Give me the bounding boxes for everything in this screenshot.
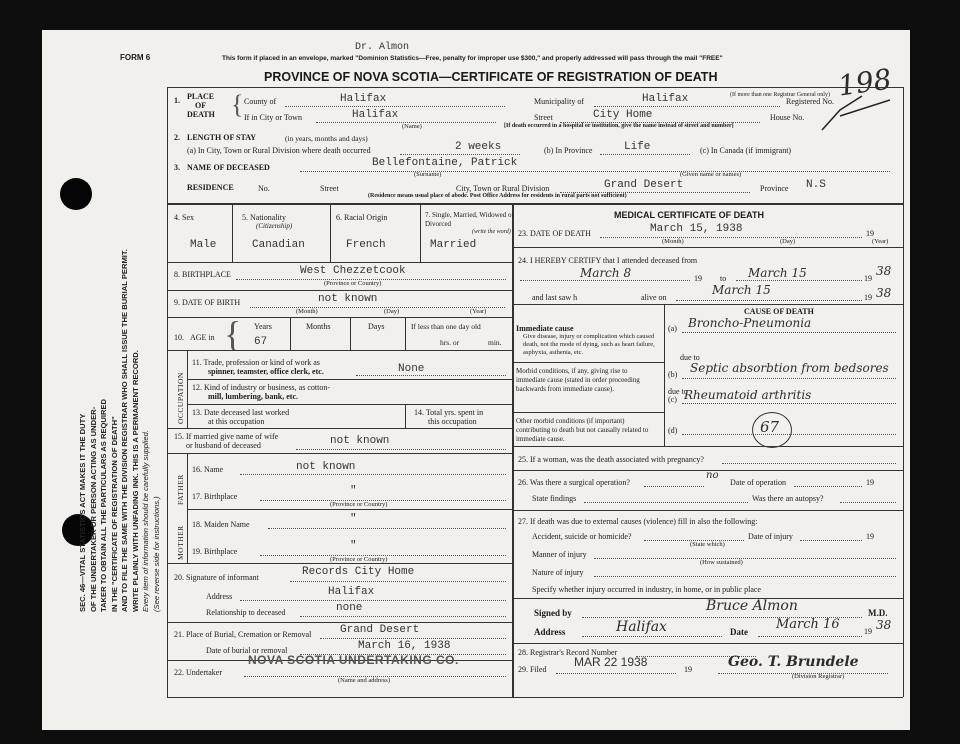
doctor-address-value: Halifax: [616, 619, 667, 635]
side-line: OF THE UNDERTAKER OR PERSON ACTING AS UNDER-: [88, 406, 98, 612]
municipality-line: [594, 106, 780, 107]
municipality-value: Halifax: [642, 93, 689, 105]
cause-b-value: Septic absorbtion from bedsores: [690, 361, 889, 375]
informant-line: [290, 581, 506, 582]
manner-of-injury-label: Manner of injury: [532, 550, 587, 559]
mother-maiden-label: 18. Maiden Name: [192, 520, 250, 529]
registered-number-label: Registered No.: [786, 97, 834, 106]
specify-injury-label: Specify whether injury occurred in industry, in home, or in public place: [532, 585, 761, 594]
house-number-label: House No.: [770, 113, 805, 122]
cause-c-value: Rheumatoid arthritis: [684, 388, 812, 402]
date-of-death-line: [600, 237, 862, 238]
street-label: Street: [534, 113, 553, 122]
stay-hint: (in years, months and days): [285, 134, 368, 143]
surname-caption: (Surname): [414, 171, 442, 178]
occupation-trade-example: spinner, teamster, office clerk, etc.: [208, 367, 324, 376]
residence-no-label: No.: [258, 184, 270, 193]
injury-date-line: [800, 540, 862, 541]
doctor-signature: Bruce Almon: [706, 598, 798, 614]
brace: {: [231, 90, 244, 119]
less-than-day-label: If less than one day old: [411, 322, 481, 331]
doctor-date-year: 38: [876, 618, 892, 632]
external-causes-label: 27. If death was due to external causes (violence) fill in also the following:: [518, 517, 758, 526]
dob-line: [250, 307, 505, 308]
mother-maiden-value: ": [350, 513, 357, 525]
residence-street-label: Street: [320, 184, 339, 193]
accident-label: Accident, suicide or homicide?: [532, 532, 632, 541]
marital-sub: (write the word): [472, 229, 511, 235]
residence-province-label: Province: [760, 184, 789, 193]
nature-of-injury-label: Nature of injury: [532, 568, 584, 577]
last-saw-line: [676, 300, 862, 301]
informant-address-value: Halifax: [328, 586, 375, 598]
last-worked-label: 13. Date deceased last worked: [192, 408, 290, 417]
year-prefix: 19: [864, 293, 872, 302]
row-divider: [187, 379, 512, 380]
immediate-cause-label: Immediate cause: [516, 324, 574, 333]
dob-month-caption: (Month): [296, 308, 318, 315]
undertaker-stamp: NOVA SCOTIA UNDERTAKING CO.: [248, 653, 459, 667]
spouse-sub: or husband of deceased: [186, 441, 261, 450]
burial-place-line: [320, 638, 506, 639]
field-number: 10.: [174, 333, 184, 342]
side-line: Every item of information should be carefully supplied.: [141, 430, 150, 612]
cell-divider: [405, 317, 406, 350]
occupation-line: [356, 375, 506, 376]
date-of-death-label: 23. DATE OF DEATH: [518, 229, 591, 238]
autopsy-line: [840, 502, 896, 503]
cause-a-line: [682, 332, 896, 333]
division-registrar-caption: (Division Registrar): [792, 673, 845, 680]
cause-a-value: Broncho-Pneumonia: [688, 316, 812, 330]
father-vertical-label: FATHER: [176, 474, 185, 505]
certificate-number: 198: [835, 62, 894, 103]
burial-date-label: Date of burial or removal: [206, 646, 288, 655]
year-prefix: 19: [684, 665, 692, 674]
stay-city-line: [400, 154, 520, 155]
cell-divider: [232, 203, 233, 263]
birthplace-caption: (Province or Country): [324, 280, 382, 287]
signed-by-label: Signed by: [534, 608, 572, 618]
days-label: Days: [368, 322, 385, 331]
cause-a-label: (a): [668, 324, 677, 333]
year-prefix: 19: [866, 532, 874, 541]
form-number: FORM 6: [120, 53, 151, 62]
side-line: TAKER TO OBTAIN ALL THE PARTICULARS AS REQUIRED: [99, 398, 108, 612]
page-title: PROVINCE OF NOVA SCOTIA—CERTIFICATE OF REGISTRATION OF DEATH: [264, 70, 718, 84]
relationship-label: Relationship to deceased: [206, 608, 286, 617]
hours-label: hrs. or: [440, 338, 460, 347]
racial-origin-value: French: [346, 239, 386, 251]
county-label: County of: [244, 97, 277, 106]
findings-line: [584, 502, 748, 503]
side-line: (See reverse side for instructions.): [151, 496, 161, 612]
row-divider: [512, 304, 903, 305]
occupation-trade-label: 11. Trade, profession or kind of work as: [192, 358, 320, 367]
parents-divider: [187, 453, 188, 563]
father-birthplace-value: ": [350, 485, 357, 497]
attended-to-value: March 15: [748, 266, 807, 280]
attended-to-year: 38: [876, 264, 892, 278]
surgical-operation-value: no: [706, 470, 719, 481]
given-name-caption: (Given name or names): [680, 171, 742, 178]
dob-day-caption: (Day): [384, 308, 400, 315]
to-label: to: [720, 274, 727, 283]
immediate-cause-note: Give disease, injury or complication which caused death, not the mode of dying, such as heart failure, asphyxia, asthenia, etc.: [523, 333, 655, 356]
row-divider: [512, 247, 903, 248]
spouse-value: not known: [330, 435, 390, 447]
father-birthplace-caption: (Province or Country): [330, 501, 388, 508]
industry-example: mill, lumbering, bank, etc.: [208, 392, 299, 401]
occupation-vertical-label: OCCUPATION: [176, 372, 185, 424]
side-instructions: [78, 52, 162, 612]
surgical-line: [644, 486, 704, 487]
relationship-value: none: [336, 602, 363, 614]
row-divider: [512, 362, 664, 363]
length-of-stay-label: LENGTH OF STAY: [187, 133, 257, 142]
mother-birthplace-value: ": [350, 540, 357, 552]
row-divider: [167, 453, 512, 454]
stay-province-line: [600, 154, 690, 155]
mother-vertical-label: MOTHER: [176, 525, 185, 560]
field-number: 3.: [174, 163, 180, 172]
last-saw-year: 38: [876, 286, 892, 300]
industry-label: 12. Kind of industry or business, as cotton-: [192, 383, 330, 392]
brace: {: [224, 314, 242, 354]
cell-divider: [350, 317, 351, 350]
burial-date-value: March 16, 1938: [358, 640, 451, 652]
residence-city-value: Grand Desert: [604, 179, 684, 191]
row-divider: [512, 412, 664, 413]
last-saw-value: March 15: [712, 283, 771, 297]
row-divider: [167, 622, 512, 623]
age-label: AGE in: [190, 333, 215, 342]
undertaker-caption: (Name and address): [338, 677, 390, 684]
total-years-label: 14. Total yrs. spent in: [414, 408, 484, 417]
residence-province-value: N.S: [806, 179, 826, 191]
sex-label: 4. Sex: [174, 213, 194, 222]
operation-date-line: [794, 486, 862, 487]
registrar-signature: Geo. T. Brundele: [728, 654, 859, 670]
due-to-label: due to: [680, 353, 700, 362]
how-sustained-caption: (How sustained): [700, 559, 743, 566]
side-line: SEC. 46—VITAL STATISTICS ACT MAKES IT THE DUTY: [78, 413, 87, 612]
other-conditions-label: Other morbid conditions (if important) contributing to death but not causally related to immediate cause.: [516, 417, 649, 443]
stay-city-value: 2 weeks: [455, 141, 502, 153]
sex-value: Male: [190, 239, 217, 251]
attended-from-line: [520, 280, 690, 281]
spouse-label: 15. If married give name of wife: [174, 432, 279, 441]
row-divider: [167, 563, 512, 564]
residence-note: (Residence means usual place of abode. Post Office Address for residents in rural parts not sufficient): [368, 193, 627, 199]
cell-divider: [290, 317, 291, 350]
hospital-note: [If death occurred in a hospital or institution, give the name instead of street and number]: [504, 123, 734, 129]
minutes-label: min.: [488, 338, 502, 347]
marital-status-label: 7. Single, Married, Widowed or Divorced: [425, 211, 514, 228]
informant-address-line: [240, 600, 506, 601]
operation-date-label: Date of operation: [730, 478, 786, 487]
relationship-line: [300, 616, 506, 617]
last-saw-label: and last saw h: [532, 293, 578, 302]
doctor-date-line: [758, 636, 862, 637]
row-divider: [512, 510, 903, 511]
doctor-address-line: [582, 636, 722, 637]
last-worked-sub: at this occupation: [208, 417, 265, 426]
section-divider: [167, 203, 903, 205]
attended-label: 24. I HEREBY CERTIFY that I attended deceased from: [518, 256, 698, 265]
undertaker-label: 22. Undertaker: [174, 668, 222, 677]
mail-notice: This form if placed in an envelope, marked "Dominion Statistics—Free, penalty for improper use $300," and properly addressed will pass through the mail "FREE": [222, 55, 723, 62]
cause-c-label: (c): [668, 395, 677, 404]
field-number: 2.: [174, 133, 180, 142]
cell-divider: [420, 203, 421, 263]
frame-top: [167, 87, 903, 88]
side-line: IN THE "CERTIFICATE OF REGISTRATION OF DEATH": [109, 416, 119, 612]
row-divider: [187, 404, 512, 405]
residence-label: RESIDENCE: [187, 183, 234, 192]
field-number: 1.: [174, 96, 180, 105]
cause-of-death-heading: CAUSE OF DEATH: [744, 307, 814, 316]
year-prefix: 19: [866, 478, 874, 487]
birthplace-value: West Chezzetcook: [300, 265, 406, 277]
checkmark-icon: [810, 86, 910, 136]
father-name-value: not known: [296, 461, 356, 473]
state-findings-label: State findings: [532, 494, 577, 503]
column-divider: [512, 203, 514, 697]
circled-code-value: 67: [760, 418, 780, 436]
manner-line: [594, 558, 896, 559]
deceased-name-value: Bellefontaine, Patrick: [372, 157, 518, 169]
spouse-line: [296, 449, 506, 450]
attended-from-value: March 8: [580, 266, 632, 280]
years-label: Years: [254, 322, 272, 331]
pregnancy-line: [722, 463, 896, 464]
top-handwritten-name: Dr. Almon: [355, 42, 410, 53]
row-divider: [167, 428, 512, 429]
side-line: WRITE PLAINLY WITH UNFADING INK. THIS IS A PERMANENT RECORD.: [130, 350, 140, 612]
registrar-note: (If more than one Registrar General only): [730, 92, 830, 98]
row-divider: [167, 317, 512, 318]
occupation-value: None: [398, 363, 425, 375]
year-prefix: 19: [864, 274, 872, 283]
county-line: [285, 106, 505, 107]
row-divider: [512, 643, 903, 644]
surgical-operation-label: 26. Was there a surgical operation?: [518, 478, 630, 487]
municipality-label: Municipality of: [534, 97, 584, 106]
md-label: M.D.: [868, 608, 888, 618]
cause-b-line: [682, 378, 896, 379]
name-of-deceased-label: NAME OF DECEASED: [187, 163, 270, 172]
side-line: AND TO FILE THE SAME WITH THE DIVISION REGISTRAR WHO SHALL ISSUE THE BURIAL PERMIT.: [120, 249, 129, 612]
year-prefix: 19: [866, 229, 874, 238]
filed-stamp: MAR 22 1938: [574, 655, 648, 669]
year-prefix: 19: [864, 627, 872, 636]
morbid-conditions-label: Morbid conditions, if any, giving rise to immediate cause (stated in order proceeding backwards from immediate cause).: [516, 367, 640, 393]
nature-line: [594, 576, 896, 577]
burial-place-label: 21. Place of Burial, Cremation or Removal: [174, 630, 312, 639]
occupation-divider: [187, 350, 188, 428]
county-value: Halifax: [340, 93, 387, 105]
cell-divider: [330, 203, 331, 263]
autopsy-label: Was there an autopsy?: [752, 494, 824, 503]
stay-province-value: Life: [624, 141, 651, 153]
total-years-sub: this occupation: [428, 417, 477, 426]
medical-certificate-heading: MEDICAL CERTIFICATE OF DEATH: [614, 210, 764, 220]
place-of-death-label: PLACE OF DEATH: [187, 92, 215, 119]
frame-bottom: [167, 697, 903, 698]
street-value: City Home: [593, 109, 653, 121]
injury-date-label: Date of injury: [748, 532, 793, 541]
mother-birthplace-caption: (Province or Country): [330, 556, 388, 563]
death-month-caption: (Month): [662, 238, 684, 245]
name-line: [300, 171, 890, 172]
year-prefix: 19: [694, 274, 702, 283]
filed-label: 29. Filed: [518, 665, 547, 674]
nationality-label: 5. Nationality: [242, 213, 286, 222]
months-label: Months: [306, 322, 331, 331]
row-divider: [167, 290, 512, 291]
racial-origin-label: 6. Racial Origin: [336, 213, 388, 222]
row-divider: [167, 262, 512, 263]
frame-right: [903, 87, 904, 697]
doctor-date-value: March 16: [776, 617, 840, 632]
cause-d-label: (d): [668, 426, 678, 435]
cell-divider: [405, 404, 406, 428]
cause-c-line: [682, 403, 896, 404]
cause-b-label: (b): [668, 370, 678, 379]
age-years-value: 67: [254, 336, 268, 348]
dob-value: not known: [318, 293, 378, 305]
death-year-caption: (Year): [872, 238, 889, 245]
informant-address-label: Address: [206, 592, 233, 601]
death-day-caption: (Day): [780, 238, 796, 245]
father-name-label: 16. Name: [192, 465, 224, 474]
row-divider: [167, 350, 512, 351]
dob-label: 9. DATE OF BIRTH: [174, 298, 241, 307]
name-caption: (Name): [402, 123, 422, 130]
birthplace-label: 8. BIRTHPLACE: [174, 270, 231, 279]
attended-to-line: [736, 280, 862, 281]
row-divider: [512, 446, 903, 447]
alive-on-label: alive on: [641, 293, 667, 302]
father-birthplace-label: 17. Birthplace: [192, 492, 238, 501]
frame-left: [167, 87, 168, 697]
state-which-caption: (State which): [690, 541, 725, 548]
doctor-date-label: Date: [730, 627, 748, 637]
city-value: Halifax: [352, 109, 399, 121]
due-to-label: due to: [668, 387, 688, 396]
mother-birthplace-label: 19. Birthplace: [192, 547, 238, 556]
stay-province-label: (b) In Province: [544, 146, 593, 155]
filed-line: [556, 673, 676, 674]
pregnancy-label: 25. If a woman, was the death associated with pregnancy?: [518, 455, 704, 464]
stay-canada-label: (c) In Canada (if immigrant): [700, 146, 792, 155]
informant-value: Records City Home: [302, 566, 415, 578]
marital-value: Married: [430, 239, 477, 251]
residence-city-label: City, Town or Rural Division: [456, 184, 550, 193]
date-of-death-value: March 15, 1938: [650, 223, 743, 235]
city-label: If in City or Town: [244, 113, 302, 122]
doctor-address-label: Address: [534, 627, 566, 637]
row-divider: [187, 509, 512, 510]
nationality-sub: (Citizenship): [256, 222, 293, 230]
record-number-label: 28. Registrar's Record Number: [518, 648, 618, 657]
cause-divider: [664, 304, 665, 446]
nationality-value: Canadian: [252, 239, 305, 251]
informant-label: 20. Signature of informant: [174, 573, 259, 582]
mother-maiden-line: [268, 528, 506, 529]
dob-year-caption: (Year): [470, 308, 487, 315]
father-name-line: [240, 474, 506, 475]
stay-city-label: (a) In City, Town or Rural Division where death occurred: [187, 146, 371, 155]
burial-place-value: Grand Desert: [340, 624, 420, 636]
